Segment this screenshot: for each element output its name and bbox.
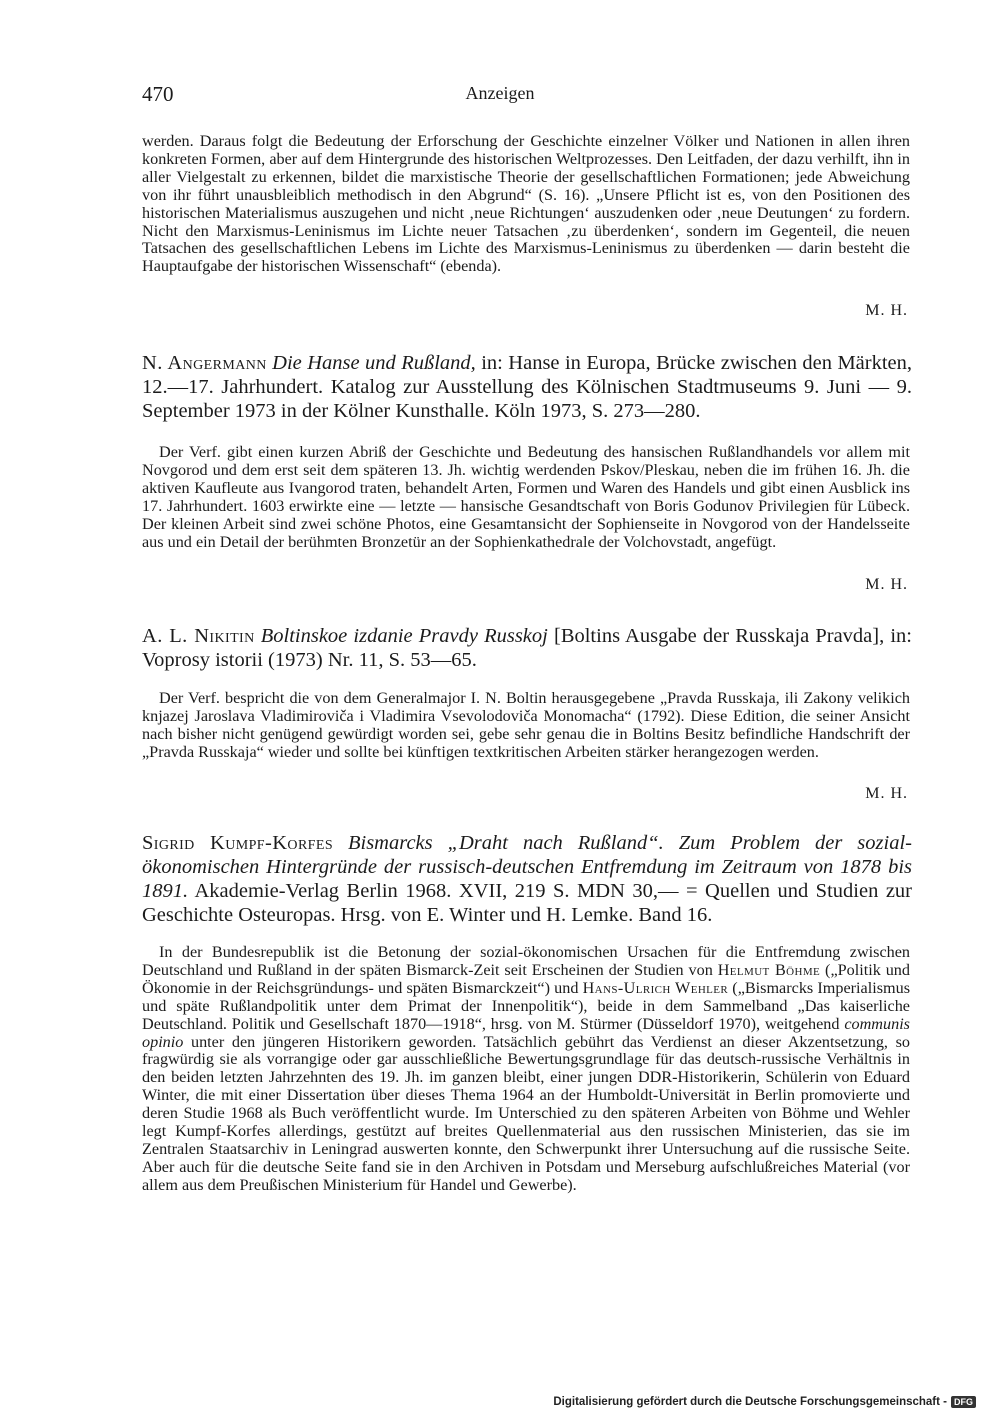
person-name: Hans-Ulrich Wehler [582, 978, 729, 997]
entry-review: In der Bundesrepublik ist die Betonung der sozial-ökonomischen Ursachen für die Entfremdung zwischen Deutschland und Rußland in der späten Bismarck-Zeit seit Erscheinen der Studien von Helmut Böhme („Politik und Ökonomie in der Reichsgründungs- und späten Bismarckzeit“) und Hans-Ulrich Wehler („Bismarcks Imperialismus und späte Rußlandpolitik unter dem Primat der Innenpolitik“), beide in dem Sammelband „Das kaiserliche Deutschland. Politik und Gesellschaft 1870—1918“, hrsg. von M. Stürmer (Düsseldorf 1970), weitgehend communis opinio unter den jüngeren Historikern geworden. Tatsächlich gebührt das Verdienst an dieser Akzentsetzung, so fragwürdig sie als vorrangige oder gar ausschließliche Bewertungsgrundlage für das deutsch-russische Verhältnis in den beiden letzten Jahrzehnten des 19. Jh. im ganzen bleibt, einer jungen DDR-Historikerin, Schülerin von Eduard Winter, die mit einer Dissertation über dieses Thema 1964 an der Humboldt-Universität in Berlin promovierte und deren Studie 1968 als Buch veröffentlicht wurde. Im Unterschied zu den späteren Arbeiten von Böhme und Wehler legt Kumpf-Korfes allerdings, gestützt auf breites Quellenmaterial aus den russischen Ministerien, das sie im Zentralen Staatsarchiv in Leningrad auswerten konnte, den Schwerpunkt ihrer Untersuchung auf die russische Seite. Aber auch für die deutsche Seite fand sie in den Archiven in Potsdam und Merseburg aufschlußreiches Material (vor allem aus dem Preußischen Ministerium für Handel und Gewerbe). [142, 943, 910, 1194]
entry-heading [142, 351, 912, 423]
footer-text: Digitalisierung gefördert durch die Deutsche Forschungsgemeinschaft - [553, 1396, 947, 1408]
entry-signature: M. H. [865, 785, 908, 802]
entry-details: [Boltins Ausgabe der Russkaja Pravda], in: Voprosy istorii (1973) Nr. 11, S. 53—65. [142, 625, 913, 671]
entry-author: N. Angermann [142, 352, 267, 374]
entry-details: Akademie-Verlag Berlin 1968. XVII, 219 S. MDN 30,— = Quellen und Studien zur Geschichte Osteuropas. Hrsg. von E. Winter und H. Lemke. Band 16. [142, 880, 912, 926]
entry-title: Bismarcks „Draht nach Rußland“. Zum Problem der sozial-ökonomischen Hintergründe der russisch-deutschen Entfremdung im Zeitraum von 1878 bis 1891. [142, 832, 912, 902]
latin-phrase: communis opinio [142, 1014, 910, 1051]
entry-author: Sigrid Kumpf-Korfes [142, 832, 333, 854]
person-name: Helmut Böhme [717, 960, 821, 979]
entry-heading [142, 624, 912, 672]
entry-title: Die Hanse und Rußland, [272, 352, 476, 374]
page-number: 470 [142, 82, 174, 106]
digitization-footer [553, 1396, 976, 1408]
entry-review: Der Verf. bespricht die von dem Generalmajor I. N. Boltin herausgegebene „Pravda Russkaja, ili Zakony velikich knjazej Jaroslava Vladimiroviča i Vladimira Vsevolodoviča Monomacha“ (1792). Diese Edition, die seiner Ansicht nach bisher nicht genügend gewürdigt worden sei, gebe sehr genau die in Boltins Besitz befindliche Handschrift der „Pravda Russkaja“ wieder und sollte bei künftigen textkritischen Arbeiten stärker herangezogen werden. [142, 689, 910, 761]
entry-heading [142, 831, 912, 927]
entry-review: Der Verf. gibt einen kurzen Abriß der Geschichte und Bedeutung des hansischen Rußlandhandels vor allem mit Novgorod und dem erst seit dem späteren 13. Jh. wichtig werdenden Pskov/Pleskau, neben die im frühen 16. Jh. die aktiven Kaufleute aus Ivangorod traten, behandelt Arten, Formen und Waren des Handels und gibt einen Ausblick ins 17. Jahrhundert. 1603 erwirkte eine — letzte — hansische Gesandtschaft von Boris Godunov Privilegien für Lübeck. Der kleinen Arbeit sind zwei schöne Photos, eine Gesamtansicht der Sophienseite in Novgorod von der Handelsseite aus und ein Detail der berühmten Bronzetür an der Sophienkathedrale der Volchovstadt, angefügt. [142, 443, 910, 551]
intro-paragraph: werden. Daraus folgt die Bedeutung der Erforschung der Geschichte einzelner Völker und Nationen in allen ihren konkreten Formen, aber auf dem Hintergrunde des historischen Weltprozesses. Den Leitfaden, der dazu verhilft, ihn in aller Vielgestalt zu erkennen, bildet die marxistische Theorie der gesellschaftlichen Formationen; jede Abweichung von ihr führt unausbleiblich methodisch in den Abgrund“ (S. 16). „Unsere Pflicht ist es, von den Positionen des historischen Materialismus auszugehen und nicht ‚neue Richtungen‘ auszudenken oder ‚neue Deutungen‘ zu fordern. Nicht den Marxismus-Leninismus im Lichte neuer Tatsachen ‚zu überdenken‘, sondern im Gegenteil, die neuen Tatsachen des gesellschaftlichen Lebens im Lichte des Marxismus-Leninismus zu überdenken — darin besteht die Hauptaufgabe der historischen Wissenschaft“ (ebenda). [142, 132, 910, 276]
entry-title: Boltinskoe izdanie Pravdy Russkoj [260, 625, 548, 647]
entry-author: A. L. Nikitin [142, 625, 255, 647]
running-head: Anzeigen [465, 83, 535, 103]
intro-signature: M. H. [865, 302, 908, 319]
entry-details: in: Hanse in Europa, Brücke zwischen den Märkten, 12.—17. Jahrhundert. Katalog zur Ausstellung des Kölnischen Stadtmuseums 9. Juni — 9. September 1973 in der Kölner Kunsthalle. Köln 1973, S. 273—280. [142, 352, 913, 422]
entry-signature: M. H. [865, 576, 908, 593]
dfg-logo: DFG [951, 1396, 976, 1408]
